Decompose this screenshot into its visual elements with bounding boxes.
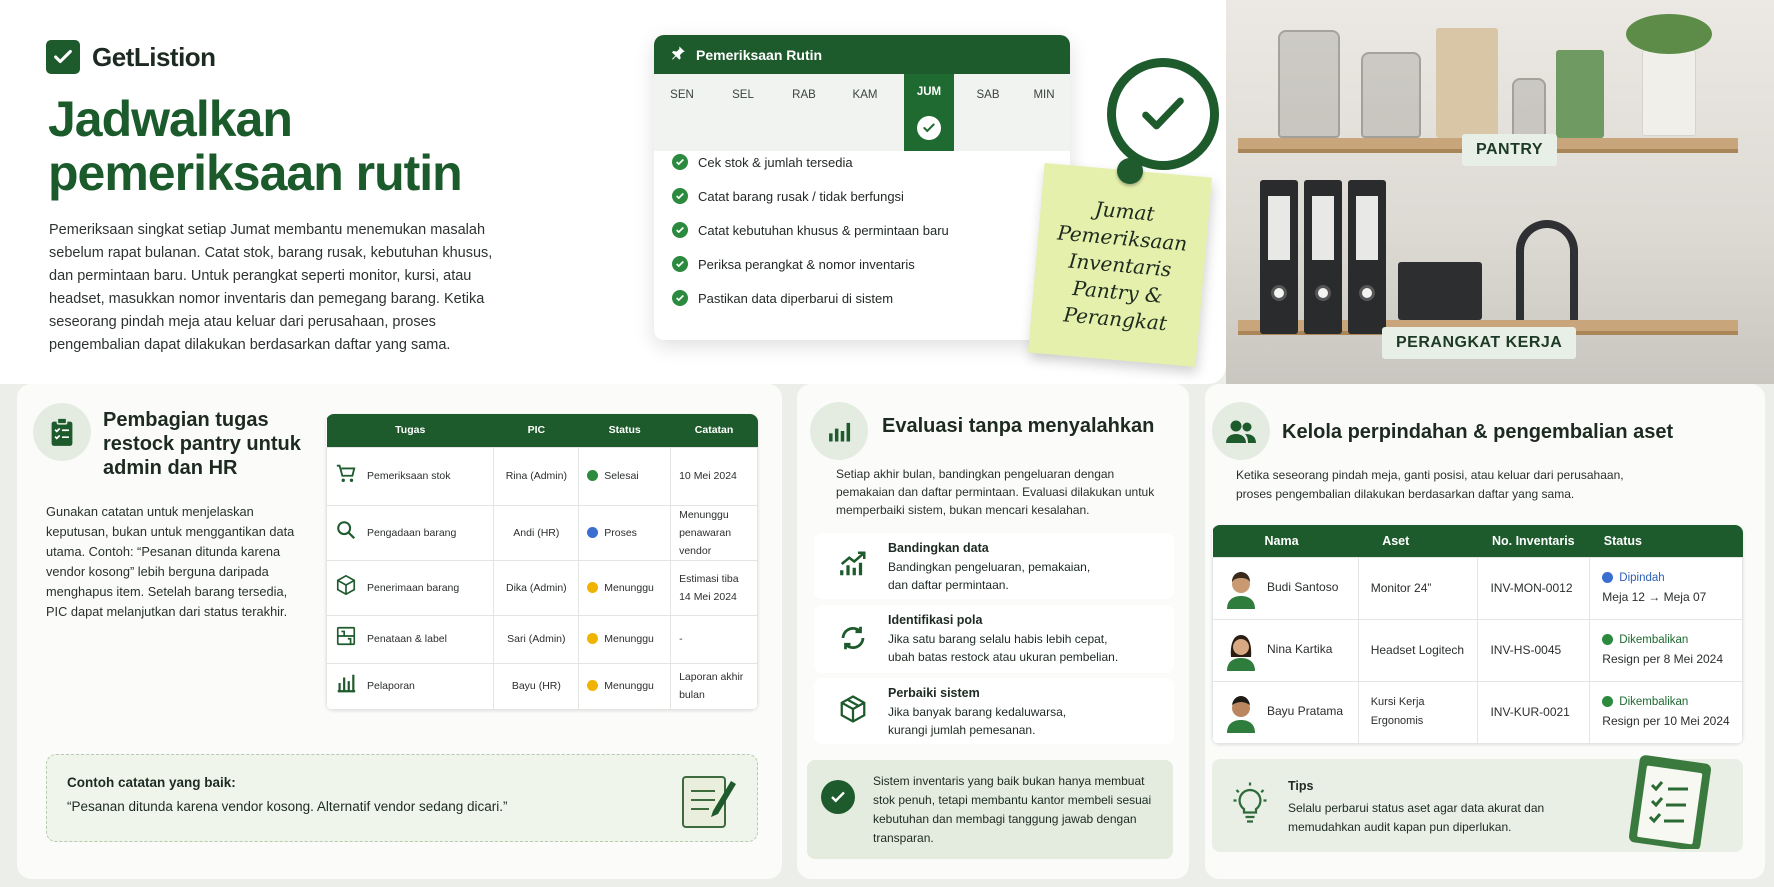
evaluation-callout bbox=[807, 760, 1173, 859]
col-header: Status bbox=[579, 414, 671, 447]
hero-intro: Pemeriksaan singkat setiap Jumat membantu menemukan masalah sebelum rapat bulanan. Catat stok, barang rusak, kebutuhan khusus, dan permintaan baru. Untuk perangkat seperti monitor, kursi, atau headset, masukkan nomor inventaris dan pemegang barang. Ketika seseorang pindah meja atau keluar dari perusahaan, proses pengembalian dapat dilakukan berdasarkan daftar yang sama. bbox=[49, 222, 493, 353]
evaluation-title: Evaluasi tanpa menyalahkan bbox=[882, 415, 1155, 437]
example-label: Contoh catatan yang baik: bbox=[67, 775, 236, 790]
status-done-icon bbox=[587, 470, 598, 481]
table-row[interactable]: Nina Kartika Headset Logitech INV-HS-0045 Dikembalikan Resign per 8 Mei 2024 bbox=[1213, 619, 1743, 681]
table-row[interactable]: Bayu Pratama Kursi Kerja Ergonomis INV-KUR-0021 Dikembalikan Resign per 10 Mei 2024 bbox=[1213, 681, 1743, 743]
binder bbox=[1304, 180, 1342, 334]
office-shelf-photo bbox=[1226, 0, 1774, 384]
checklist-item: Pastikan data diperbarui di sistem bbox=[672, 281, 949, 315]
eval-item-pattern: Identifikasi pola Jika satu barang selalu habis lebih cepat, ubah batas restock atau ukuran pembelian. bbox=[814, 605, 1174, 673]
weekday-selector bbox=[654, 74, 1070, 151]
brand-name: GetListion bbox=[92, 41, 216, 72]
col-header: Catatan bbox=[671, 414, 758, 447]
status-process-icon bbox=[587, 527, 598, 538]
example-quote: “Pesanan ditunda karena vendor kosong. Alternatif vendor sedang dicari.” bbox=[67, 799, 508, 814]
check-circle-icon bbox=[672, 256, 688, 272]
eval-item-compare: Bandingkan data Bandingkan pengeluaran, pemakaian, dan daftar permintaan. bbox=[814, 533, 1174, 599]
day-sel[interactable]: SEL bbox=[732, 88, 754, 101]
day-rab[interactable]: RAB bbox=[792, 88, 816, 101]
glass-jar bbox=[1361, 52, 1421, 138]
day-sen[interactable]: SEN bbox=[670, 88, 694, 101]
tips-title: Tips bbox=[1288, 779, 1314, 793]
package-icon bbox=[838, 694, 868, 729]
status-returned-icon bbox=[1602, 634, 1613, 645]
tasks-table bbox=[326, 414, 758, 710]
status-returned-icon bbox=[1602, 696, 1613, 707]
day-min[interactable]: MIN bbox=[1033, 88, 1055, 101]
tea-pack bbox=[1556, 50, 1604, 138]
lightbulb-icon bbox=[1232, 781, 1268, 828]
table-row[interactable]: Pemeriksaan stok Rina (Admin) Selesai 10 Mei 2024 bbox=[327, 447, 758, 505]
routine-card-header bbox=[654, 35, 1070, 74]
report-chart-icon bbox=[335, 672, 367, 700]
plant-pot bbox=[1642, 50, 1696, 136]
binder bbox=[1348, 180, 1386, 334]
table-row[interactable]: Penataan & label Sari (Admin) Menunggu - bbox=[327, 615, 758, 663]
sticky-note: Jumat Pemeriksaan Inventaris Pantry & Perangkat bbox=[1028, 163, 1212, 367]
glass-jar bbox=[1512, 78, 1546, 138]
tasks-title: Pembagian tugas restock pantry untuk admin dan HR bbox=[103, 409, 301, 479]
routine-card-title: Pemeriksaan Rutin bbox=[696, 46, 823, 63]
day-sab[interactable]: SAB bbox=[976, 88, 1000, 101]
assets-table bbox=[1212, 525, 1743, 744]
box-icon bbox=[335, 574, 367, 602]
cart-icon bbox=[335, 462, 367, 490]
pushpin-icon bbox=[1117, 158, 1143, 184]
plant-leaves bbox=[1626, 14, 1712, 54]
checklist-item: Periksa perangkat & nomor inventaris bbox=[672, 247, 949, 281]
check-circle-icon bbox=[672, 222, 688, 238]
check-circle-icon bbox=[672, 290, 688, 306]
binder bbox=[1260, 180, 1298, 334]
table-row[interactable]: Pelaporan Bayu (HR) Menunggu Laporan akhir bulan bbox=[327, 663, 758, 709]
assets-title: Kelola perpindahan & pengembalian aset bbox=[1282, 421, 1674, 443]
evaluation-body: Setiap akhir bulan, bandingkan pengeluaran dengan pemakaian dan daftar permintaan. Evaluasi dilakukan untuk memperbaiki sistem, bukan mencari kesalahan. bbox=[836, 467, 1155, 517]
status-waiting-icon bbox=[587, 633, 598, 644]
col-header: No. Inventaris bbox=[1478, 525, 1590, 557]
routine-check-card bbox=[654, 35, 1070, 340]
col-header: Status bbox=[1590, 525, 1743, 557]
avatar-icon bbox=[1225, 691, 1257, 733]
table-row[interactable]: Pengadaan barang Andi (HR) Proses Menunggu penawaran vendor bbox=[327, 505, 758, 560]
tips-box bbox=[1212, 759, 1743, 852]
search-icon bbox=[335, 519, 367, 547]
glass-jar bbox=[1278, 30, 1340, 138]
tasks-body: Gunakan catatan untuk menjelaskan keputusan, bukan untuk menggantikan data utama. Contoh: “Pesanan ditunda karena vendor kosong” lebih berguna daripada menghapus item. Setelah barang tersedia, PIC dapat melanjutkan dari status terakhir. bbox=[46, 504, 295, 619]
check-icon bbox=[917, 116, 941, 140]
refresh-icon bbox=[838, 623, 868, 658]
clipboard-icon bbox=[33, 403, 91, 461]
tips-text: Selalu perbarui status aset agar data akurat dan memudahkan audit kapan pun diperlukan. bbox=[1288, 801, 1545, 834]
users-icon bbox=[1212, 402, 1270, 460]
col-header: Nama bbox=[1213, 525, 1359, 557]
status-waiting-icon bbox=[587, 680, 598, 691]
shelf-label-icon bbox=[335, 625, 367, 653]
avatar-icon bbox=[1225, 629, 1257, 671]
checklist-item: Catat kebutuhan khusus & permintaan baru bbox=[672, 213, 949, 247]
paper-bag bbox=[1436, 28, 1498, 138]
label-printer bbox=[1398, 262, 1482, 320]
brand-logo[interactable] bbox=[46, 40, 216, 74]
table-row[interactable]: Penerimaan barang Dika (Admin) Menunggu Estimasi tiba 14 Mei 2024 bbox=[327, 560, 758, 615]
check-circle-icon bbox=[821, 780, 855, 814]
check-circle-icon bbox=[672, 188, 688, 204]
eval-item-fix: Perbaiki sistem Jika banyak barang kedaluwarsa, kurangi jumlah pemesanan. bbox=[814, 678, 1174, 744]
avatar-icon bbox=[1225, 567, 1257, 609]
checklist-item: Cek stok & jumlah tersedia bbox=[672, 145, 949, 179]
routine-checklist bbox=[672, 145, 949, 315]
assets-body: Ketika seseorang pindah meja, ganti posisi, atau keluar dari perusahaan, proses pengembalian dilakukan berdasarkan daftar yang sama. bbox=[1236, 468, 1624, 501]
trend-up-icon bbox=[838, 549, 868, 584]
status-moved-icon bbox=[1602, 572, 1613, 583]
devices-label: PERANGKAT KERJA bbox=[1382, 327, 1576, 359]
col-header: PIC bbox=[494, 414, 579, 447]
bar-chart-icon bbox=[810, 402, 868, 460]
headset bbox=[1516, 220, 1578, 320]
evaluation-callout-text: Sistem inventaris yang baik bukan hanya membuat stok penuh, tetapi membantu kantor membeli sesuai kebutuhan dan membagi tanggung jawab dengan transparan. bbox=[873, 774, 1152, 845]
status-waiting-icon bbox=[587, 582, 598, 593]
pin-icon bbox=[670, 45, 686, 64]
big-check-icon bbox=[1107, 58, 1219, 170]
logo-check-icon bbox=[46, 40, 80, 74]
day-jum-selected[interactable]: JUM bbox=[904, 74, 954, 151]
table-row[interactable]: Budi Santoso Monitor 24” INV-MON-0012 Dipindah Meja 12 → Meja 07 bbox=[1213, 557, 1743, 619]
col-header: Tugas bbox=[327, 414, 494, 447]
page-title: Jadwalkan pemeriksaan rutin bbox=[48, 91, 462, 201]
col-header: Aset bbox=[1358, 525, 1478, 557]
clipboard-checklist-icon bbox=[1628, 749, 1714, 854]
day-kam[interactable]: KAM bbox=[852, 88, 878, 101]
example-note bbox=[46, 754, 758, 842]
checklist-item: Catat barang rusak / tidak berfungsi bbox=[672, 179, 949, 213]
check-circle-icon bbox=[672, 154, 688, 170]
pantry-label: PANTRY bbox=[1462, 134, 1557, 166]
note-pen-icon bbox=[679, 767, 739, 836]
